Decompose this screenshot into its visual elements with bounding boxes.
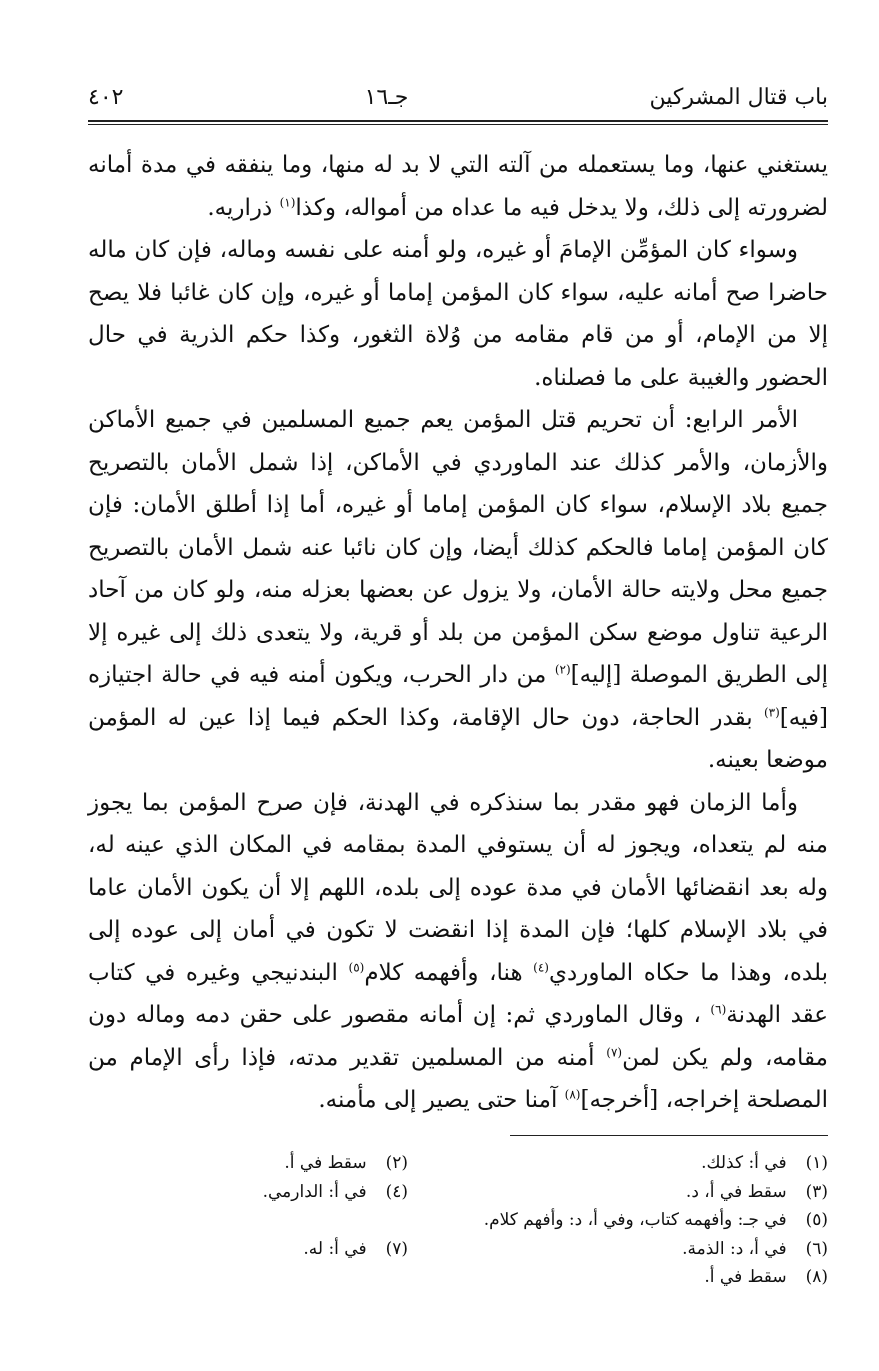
footnote-ref: (٧): [606, 1044, 623, 1059]
text-run: ، وقال الماوردي ثم: إن أمانه مقصور على حقن دمه وماله دون مقامه، ولم يكن لمن: [88, 1002, 828, 1071]
footnote-text: سقط في أ، د.: [685, 1181, 792, 1202]
footnote-ref: (٤): [533, 959, 549, 974]
main-text: [88, 144, 828, 1122]
footnote-number: (٤): [385, 1181, 408, 1202]
footnote: [638, 1263, 828, 1292]
paragraph: [88, 399, 828, 782]
footnote-text: في أ، د: الذمة.: [682, 1238, 792, 1259]
footnote-number: (٥): [805, 1210, 828, 1230]
chapter-title: باب قتال المشركين: [649, 84, 828, 110]
footnote-row: [88, 1206, 828, 1235]
footnote-ref: (٥): [348, 959, 365, 974]
footnote-row: [88, 1149, 828, 1178]
footnotes: [88, 1149, 828, 1292]
footnote-row: [88, 1178, 828, 1207]
footnote-number: (٧): [385, 1238, 408, 1259]
text-run: من دار الحرب، ويكون أمنه فيه في حالة اجتيازه [فيه]: [88, 662, 828, 731]
header-rule: [88, 120, 828, 122]
footnote-text: سقط في أ.: [284, 1153, 372, 1173]
text-run: يستغني عنها، وما يستعمله من آلته التي لا بد له منها، وما ينفقه في مدة أمانه لضرورته إلى ذلك، ولا يدخل فيه ما عداه من أمواله، وكذا: [88, 152, 828, 221]
footnote-ref: (٦): [710, 1002, 727, 1017]
footnote-row: [88, 1235, 828, 1264]
footnote: [218, 1149, 408, 1178]
footnote-ref: (١): [279, 194, 296, 209]
paragraph: [88, 782, 828, 1122]
footnote-number: (٦): [805, 1238, 828, 1259]
footnote: [218, 1178, 408, 1207]
footnote-text: في أ: كذلك.: [701, 1153, 792, 1173]
footnote-text: في أ: الدارمي.: [262, 1181, 372, 1202]
text-run: البندنيجي وغيره في كتاب عقد الهدنة: [88, 959, 828, 1028]
paragraph: [88, 144, 828, 229]
header-rule-thin: [88, 124, 828, 125]
running-header: [88, 80, 828, 114]
footnote-row: [88, 1263, 828, 1292]
text-run: الأمر الرابع: أن تحريم قتل المؤمن يعم جميع المسلمين في جميع الأماكن والأزمان، والأمر كذلك عند الماوردي في الأماكن، إذا شمل الأمان بالتصريح جميع بلاد الإسلام، سواء كان المؤمن إماما أو غيره، أما إذا أطلق الأمان: فإن كان المؤمن إماما فالحكم كذلك أيضا، وإن كان نائبا عنه شمل الأمان بالتصريح جميع محل ولايته حالة الأمان، ولا يزول عن بعضها بعزله منه، ولو كان من آحاد الرعية تناول موضع سكن المؤمن من بلد أو قرية، ولا يتعدى ذلك إلى غيره إلا إلى الطريق الموصلة [إليه]: [88, 407, 828, 688]
text-run: أمنه من المسلمين تقدير مدته، فإذا رأى الإمام من المصلحة إخراجه، [أخرجه]: [88, 1044, 828, 1113]
text-run: آمنا حتى يصير إلى مأمنه.: [318, 1087, 565, 1113]
footnote: [638, 1178, 828, 1207]
text-run: ذراريه.: [207, 194, 280, 221]
footnote: [218, 1235, 408, 1264]
footnote-ref: (٣): [763, 704, 780, 719]
footnote-ref: (٨): [564, 1087, 581, 1102]
text-run: بقدر الحاجة، دون حال الإقامة، وكذا الحكم فيما إذا عين له المؤمن موضعا بعينه.: [88, 704, 828, 773]
footnote-number: (٢): [385, 1153, 408, 1173]
footnote-text: سقط في أ.: [704, 1267, 792, 1287]
footnote-ref: (٢): [554, 662, 571, 677]
volume-label: جـ١٦: [364, 84, 409, 110]
footnote: [638, 1149, 828, 1178]
footnote: [638, 1235, 828, 1264]
footnote-number: (٣): [805, 1181, 828, 1202]
text-run: هنا، وأفهمه كلام: [364, 959, 534, 986]
footnote-number: (٨): [805, 1267, 828, 1287]
footnote-number: (١): [805, 1153, 828, 1173]
footnote-separator: [510, 1135, 828, 1136]
footnote-text: في جـ: وأفهمه كتاب، وفي أ، د: وأفهم كلام.: [483, 1210, 792, 1230]
footnote: [88, 1206, 828, 1235]
text-run: وأما الزمان فهو مقدر بما سنذكره في الهدنة، فإن صرح المؤمن بما يجوز منه لم يتعداه، ويجوز له أن يستوفي المدة بمقامه في المكان الذي عينه له، وله بعد انقضائها الأمان في مدة عوده إلى بلده، اللهم إلا أن يكون الأمان عاما في بلاد الإسلام كلها؛ فإن المدة إذا انقضت لا تكون في أمان إلى عوده إلى بلده، وهذا ما حكاه الماوردي: [88, 789, 828, 986]
paragraph: [88, 229, 828, 399]
footnote-text: في أ: له.: [303, 1238, 372, 1259]
text-run: وسواء كان المؤمِّن الإمامَ أو غيره، ولو أمنه على نفسه وماله، فإن كان ماله حاضرا صح أمانه عليه، سواء كان المؤمن إماما أو غيره، وإن كان غائبا فلا يصح إلا من الإمام، أو من قام مقامه من وُلاة الثغور، وكذا حكم الذرية في حال الحضور والغيبة على ما فصلناه.: [88, 237, 828, 391]
page-number: ٤٠٢: [88, 84, 124, 110]
